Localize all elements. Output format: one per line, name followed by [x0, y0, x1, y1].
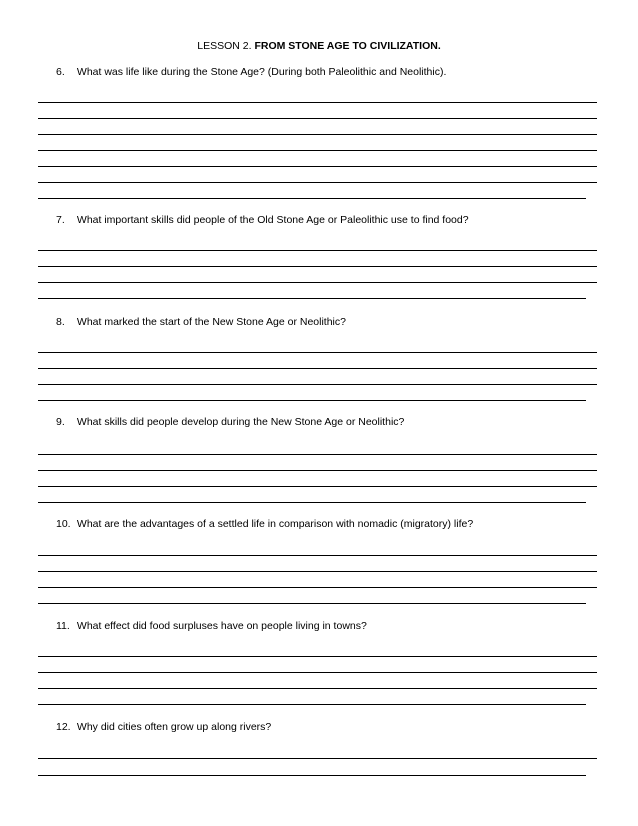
title-suffix: . [437, 40, 441, 52]
question-text: What skills did people develop during the New Stone Age or Neolithic? [76, 416, 405, 428]
answer-line[interactable] [38, 134, 597, 135]
answer-line[interactable] [38, 166, 597, 167]
answer-line[interactable] [38, 118, 597, 119]
question-6 [56, 66, 446, 78]
answer-line[interactable] [38, 775, 586, 776]
answer-line[interactable] [38, 555, 597, 556]
question-text: What are the advantages of a settled life in comparison with nomadic (migratory) life? [76, 518, 474, 530]
answer-line[interactable] [38, 368, 597, 369]
question-text: What was life like during the Stone Age? (During both Paleolithic and Neolithic). [76, 66, 447, 78]
title-prefix: LESSON 2. [197, 40, 252, 52]
question-number: 10. [56, 518, 71, 530]
answer-line[interactable] [38, 502, 586, 503]
answer-line[interactable] [38, 470, 597, 471]
answer-line[interactable] [38, 250, 597, 251]
question-12 [56, 721, 271, 733]
answer-line[interactable] [38, 688, 597, 689]
answer-line[interactable] [38, 454, 597, 455]
answer-line[interactable] [38, 758, 597, 759]
answer-line[interactable] [38, 182, 597, 183]
question-10 [56, 518, 473, 530]
answer-line[interactable] [38, 486, 597, 487]
question-11 [56, 620, 367, 632]
answer-line[interactable] [38, 298, 586, 299]
question-text: What effect did food surpluses have on people living in towns? [76, 620, 367, 632]
answer-line[interactable] [38, 266, 597, 267]
question-number: 8. [56, 316, 65, 328]
question-number: 12. [56, 721, 71, 733]
answer-line[interactable] [38, 704, 586, 705]
answer-line[interactable] [38, 400, 586, 401]
question-7 [56, 214, 469, 226]
answer-line[interactable] [38, 672, 597, 673]
answer-line[interactable] [38, 603, 586, 604]
answer-line[interactable] [38, 282, 597, 283]
answer-line[interactable] [38, 587, 597, 588]
answer-line[interactable] [38, 102, 597, 103]
worksheet-title [0, 40, 638, 52]
question-number: 11. [56, 620, 70, 632]
question-text: Why did cities often grow up along rivers? [76, 721, 272, 733]
answer-line[interactable] [38, 150, 597, 151]
question-text: What important skills did people of the Old Stone Age or Paleolithic use to find food? [76, 214, 469, 226]
answer-line[interactable] [38, 571, 597, 572]
question-9 [56, 416, 404, 428]
answer-line[interactable] [38, 656, 597, 657]
question-number: 7. [56, 214, 65, 226]
question-text: What marked the start of the New Stone Age or Neolithic? [76, 316, 346, 328]
answer-line[interactable] [38, 198, 586, 199]
question-number: 6. [56, 66, 65, 78]
answer-line[interactable] [38, 352, 597, 353]
answer-line[interactable] [38, 384, 597, 385]
question-8 [56, 316, 346, 328]
title-bold: FROM STONE AGE TO CIVILIZATION [254, 40, 438, 52]
question-number: 9. [56, 416, 65, 428]
